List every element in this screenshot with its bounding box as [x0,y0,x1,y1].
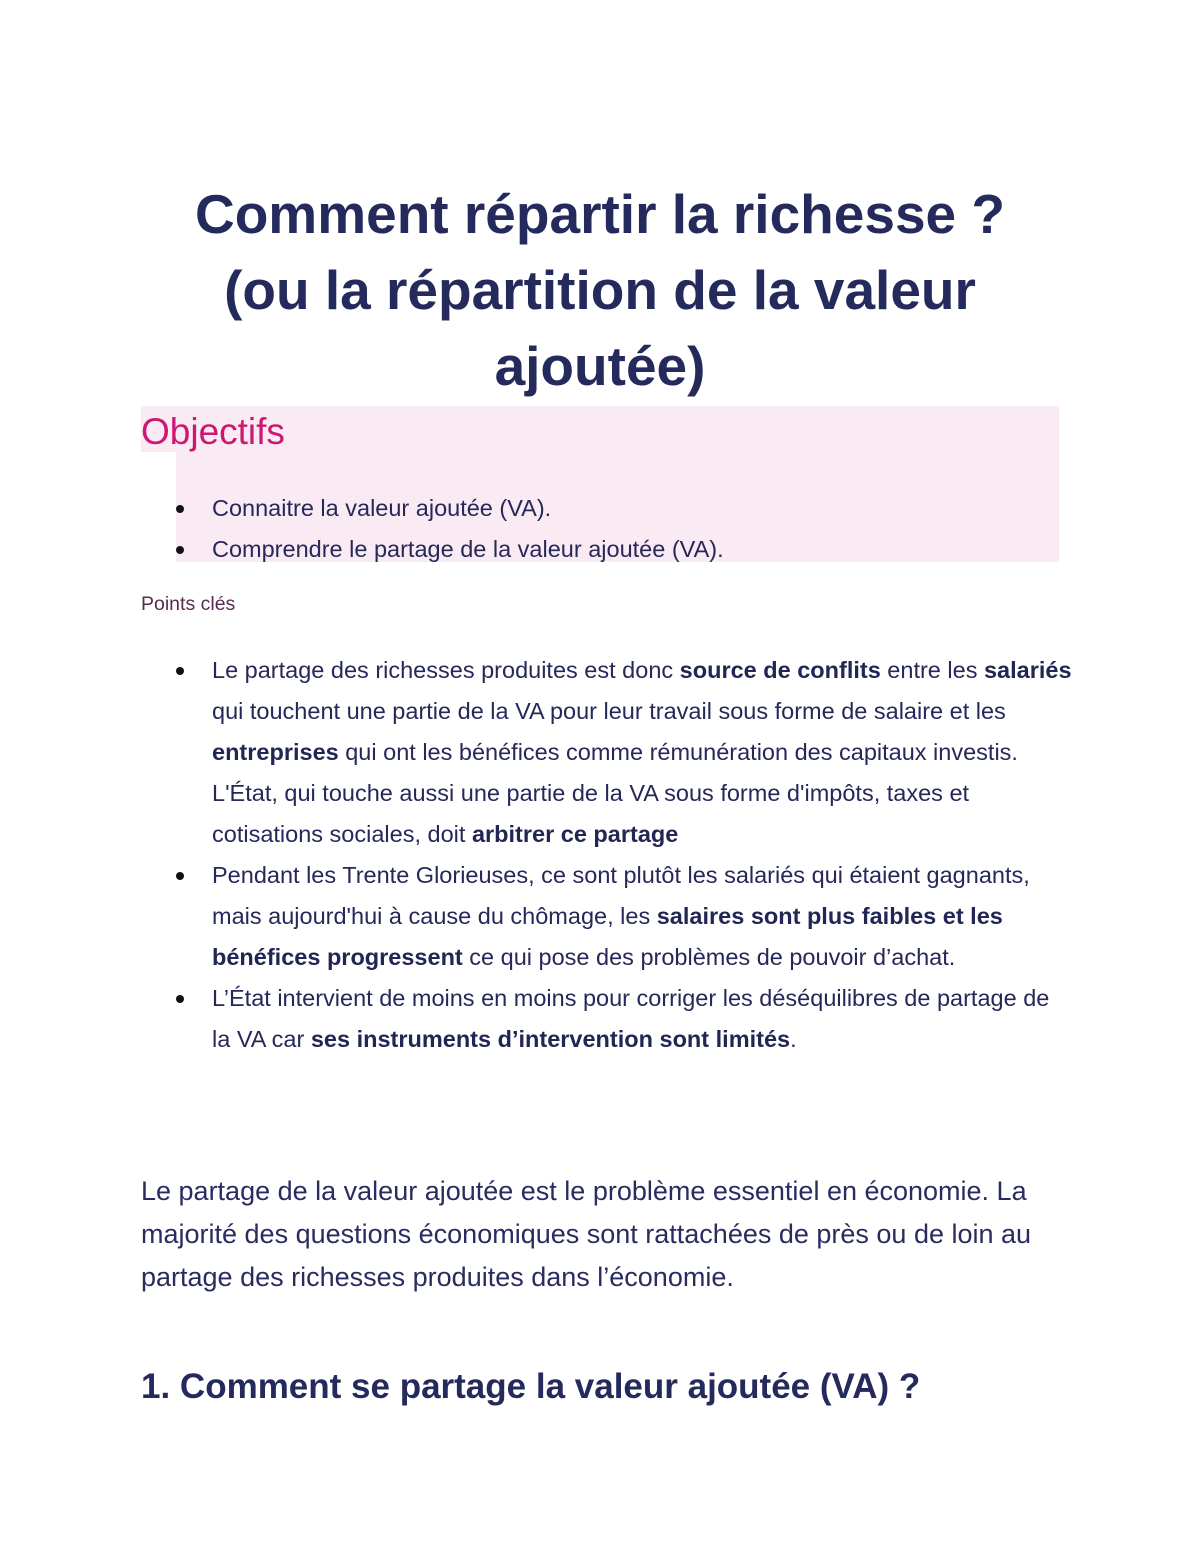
key-point-text: Le partage des richesses produites est donc [212,657,680,683]
objectives-box [141,406,1059,562]
objective-item: Comprendre le partage de la valeur ajoutée (VA). [212,529,724,570]
key-point-text: qui touchent une partie de la VA pour leur travail sous forme de salaire et les [212,698,1006,724]
key-point-text: Pendant les Trente Glorieuses, ce sont plutôt les salariés qui étaient gagnants, mais aujourd'hui à cause du chômage, les [212,862,1030,929]
page-title-line-1: Comment répartir la richesse ? [194,183,1005,245]
key-point-text: qui ont les bénéfices comme rémunération des capitaux investis. L'État, qui touche aussi une partie de la VA sous forme d'impôts, taxes et cotisations sociales, doit [212,739,1018,847]
page-title-line-2: (ou la répartition de la valeur [224,259,976,321]
key-point-emphasis: arbitrer ce partage [471,821,679,847]
objectives-list [212,488,724,570]
key-point-emphasis: source de conflits [679,657,881,683]
key-point-item-3 [212,978,1072,1060]
key-point-item-1 [212,650,1072,855]
key-point-text: L’État intervient de moins en moins pour corriger les déséquilibres de partage de la VA car [212,985,1050,1052]
section-1-title: 1. Comment se partage la valeur ajoutée (VA) ? [141,1367,921,1406]
key-point-text: entre les [880,657,984,683]
objective-item: Connaitre la valeur ajoutée (VA). [212,488,724,529]
key-point-emphasis: entreprises [212,739,339,765]
key-point-text: ce qui pose des problèmes de pouvoir d’achat. [462,944,956,970]
key-points-heading: Points clés [141,593,236,615]
key-point-emphasis: salaires sont plus faibles et les bénéfices progressent [212,903,1003,970]
intro-paragraph: Le partage de la valeur ajoutée est le problème essentiel en économie. La majorité des questions économiques sont rattachées de près ou de loin au partage des richesses produites dans l’économie. [141,1176,1032,1292]
page-title [120,176,1080,404]
key-point-emphasis: salariés [983,657,1072,683]
objectives-heading: Objectifs [141,411,285,452]
key-point-emphasis: ses instruments d’intervention sont limités [310,1026,791,1052]
page-title-line-3: ajoutée) [494,335,706,397]
key-points-list [212,650,1072,1060]
key-point-text: . [790,1026,797,1052]
key-point-item-2 [212,855,1072,978]
